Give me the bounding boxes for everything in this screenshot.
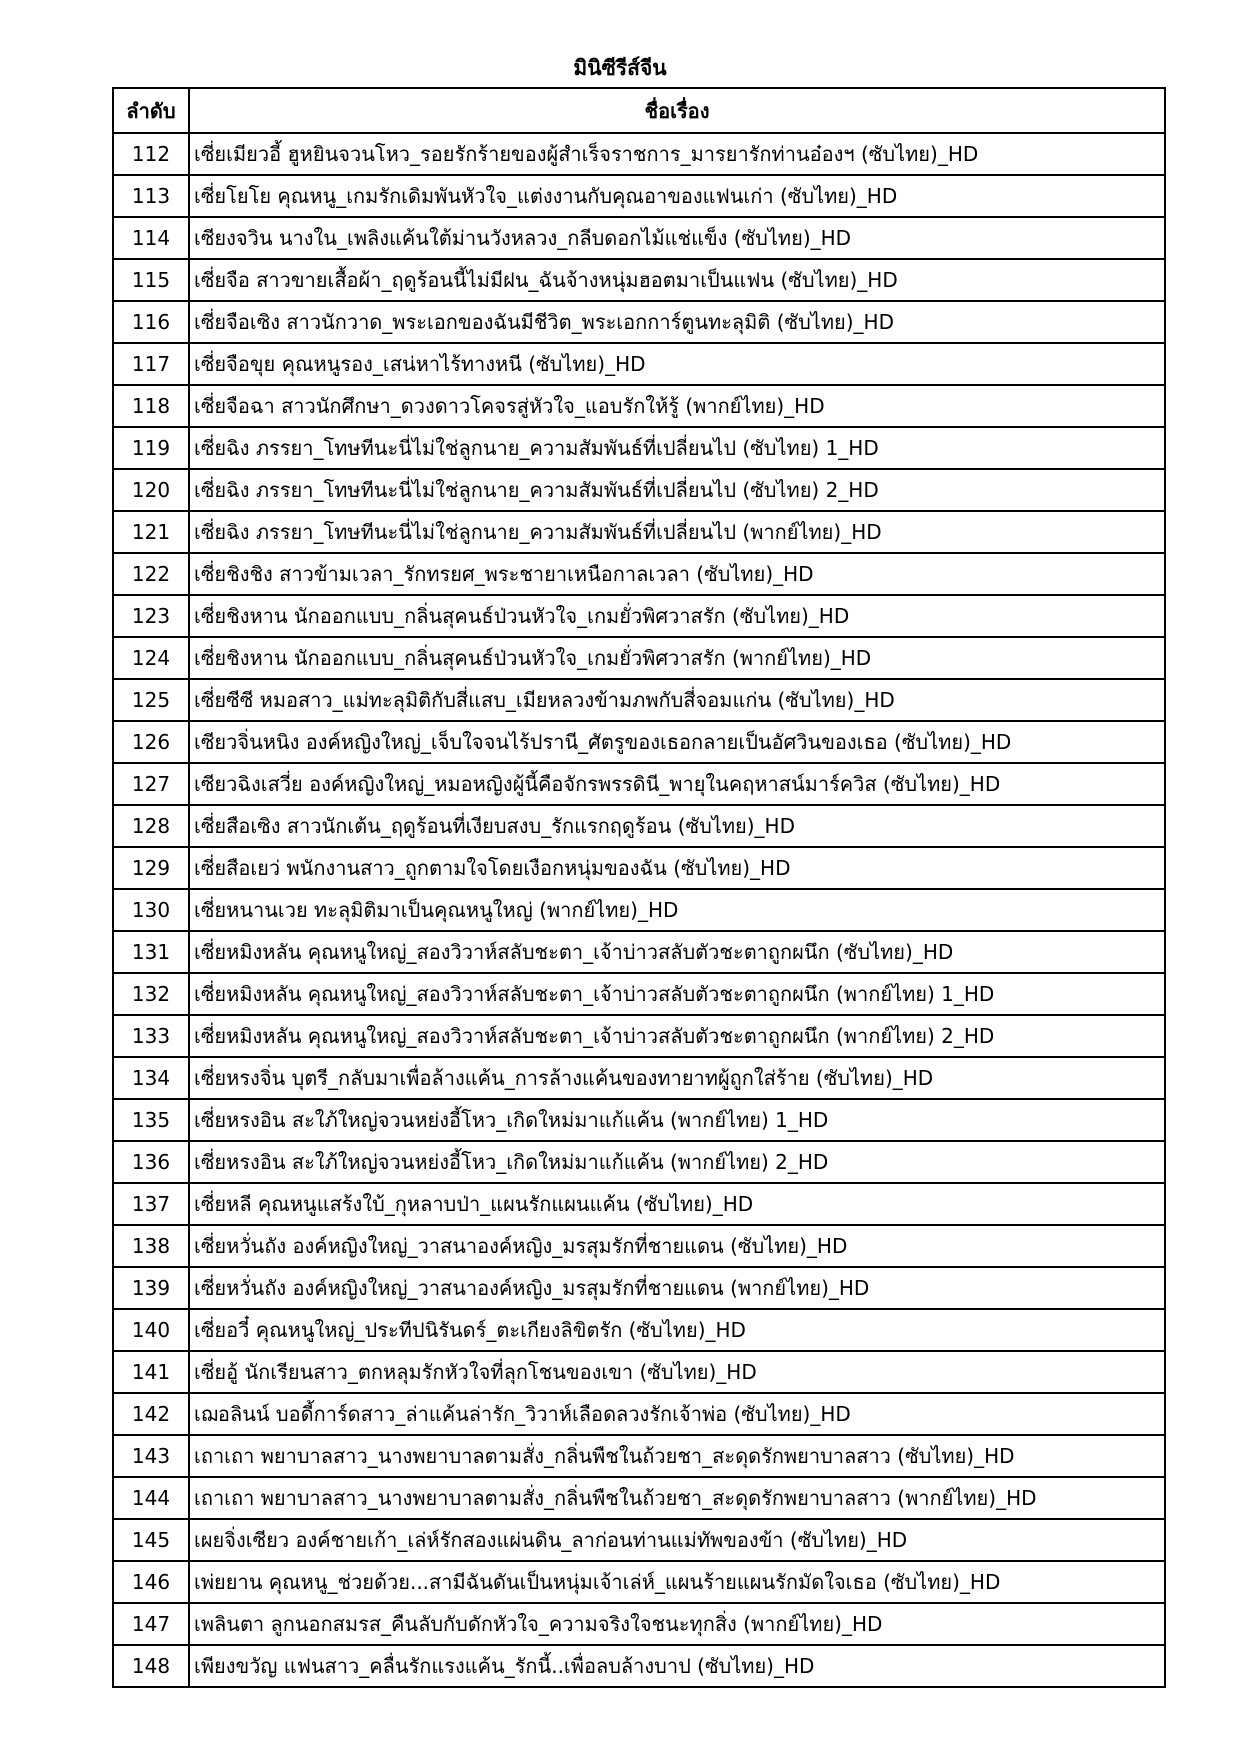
table-row xyxy=(113,1225,1165,1267)
row-number: 113 xyxy=(113,175,189,217)
table-row xyxy=(113,1645,1165,1687)
row-title: เถาเถา พยาบาลสาว_นางพยาบาลตามสั่ง_กลิ่นพืชในถ้วยชา_สะดุดรักพยาบาลสาว (ซับไทย)_HD xyxy=(189,1435,1165,1477)
row-title: เซี่ยจือเซิง สาวนักวาด_พระเอกของฉันมีชีวิต_พระเอกการ์ตูนทะลุมิติ (ซับไทย)_HD xyxy=(189,301,1165,343)
row-title: เซี่ยหรงอิน สะใภ้ใหญ่จวนหย่งอี้โหว_เกิดใหม่มาแก้แค้น (พากย์ไทย) 1_HD xyxy=(189,1099,1165,1141)
row-number: 142 xyxy=(113,1393,189,1435)
row-title: เซี่ยเมียวอี้ ฮูหยินจวนโหว_รอยรักร้ายของผู้สำเร็จราชการ_มารยารักท่านอ๋องฯ (ซับไทย)_HD xyxy=(189,133,1165,175)
table-row xyxy=(113,133,1165,175)
table-row xyxy=(113,931,1165,973)
row-title: เซี่ยจือขุย คุณหนูรอง_เสน่หาไร้ทางหนี (ซับไทย)_HD xyxy=(189,343,1165,385)
row-number: 143 xyxy=(113,1435,189,1477)
row-number: 128 xyxy=(113,805,189,847)
table-row xyxy=(113,1477,1165,1519)
row-title: เซี่ยซีซี หมอสาว_แม่ทะลุมิติกับสี่แสบ_เมียหลวงข้ามภพกับสี่จอมแก่น (ซับไทย)_HD xyxy=(189,679,1165,721)
row-title: เซี่ยชิงหาน นักออกแบบ_กลิ่นสุคนธ์ป่วนหัวใจ_เกมยั่วพิศวาสรัก (พากย์ไทย)_HD xyxy=(189,637,1165,679)
row-title: เซี่ยหวั่นถัง องค์หญิงใหญ่_วาสนาองค์หญิง_มรสุมรักที่ชายแดน (พากย์ไทย)_HD xyxy=(189,1267,1165,1309)
row-title: เซี่ยหมิงหลัน คุณหนูใหญ่_สองวิวาห์สลับชะตา_เจ้าบ่าวสลับตัวชะตาถูกผนึก (พากย์ไทย) 1_HD xyxy=(189,973,1165,1015)
row-number: 147 xyxy=(113,1603,189,1645)
row-title: เซี่ยอู้ นักเรียนสาว_ตกหลุมรักหัวใจที่ลุกโชนของเขา (ซับไทย)_HD xyxy=(189,1351,1165,1393)
row-title: เซี่ยหรงจิ่น บุตรี_กลับมาเพื่อล้างแค้น_การล้างแค้นของทายาทผู้ถูกใส่ร้าย (ซับไทย)_HD xyxy=(189,1057,1165,1099)
row-number: 140 xyxy=(113,1309,189,1351)
table-row xyxy=(113,1309,1165,1351)
row-title: เซียวฉิงเสวี่ย องค์หญิงใหญ่_หมอหญิงผู้นี้คือจักรพรรดินี_พายุในคฤหาสน์มาร์ควิส (ซับไทย)_HD xyxy=(189,763,1165,805)
table-row xyxy=(113,1183,1165,1225)
row-title: เพียงขวัญ แฟนสาว_คลื่นรักแรงแค้น_รักนี้..เพื่อลบล้างบาป (ซับไทย)_HD xyxy=(189,1645,1165,1687)
table-row xyxy=(113,469,1165,511)
row-title: เซี่ยหมิงหลัน คุณหนูใหญ่_สองวิวาห์สลับชะตา_เจ้าบ่าวสลับตัวชะตาถูกผนึก (พากย์ไทย) 2_HD xyxy=(189,1015,1165,1057)
row-title: เซี่ยฉิง ภรรยา_โทษทีนะนี่ไม่ใช่ลูกนาย_ความสัมพันธ์ที่เปลี่ยนไป (พากย์ไทย)_HD xyxy=(189,511,1165,553)
table-row xyxy=(113,889,1165,931)
row-title: เซี่ยฉิง ภรรยา_โทษทีนะนี่ไม่ใช่ลูกนาย_ความสัมพันธ์ที่เปลี่ยนไป (ซับไทย) 1_HD xyxy=(189,427,1165,469)
table-row xyxy=(113,1267,1165,1309)
row-number: 125 xyxy=(113,679,189,721)
row-title: เซี่ยสือเซิง สาวนักเต้น_ฤดูร้อนที่เงียบสงบ_รักแรกฤดูร้อน (ซับไทย)_HD xyxy=(189,805,1165,847)
row-title: เซียงจวิน นางใน_เพลิงแค้นใต้ม่านวังหลวง_กลีบดอกไม้แช่แข็ง (ซับไทย)_HD xyxy=(189,217,1165,259)
row-number: 127 xyxy=(113,763,189,805)
column-header-title: ชื่อเรื่อง xyxy=(189,88,1165,133)
row-title: เซี่ยโยโย คุณหนู_เกมรักเดิมพันหัวใจ_แต่งงานกับคุณอาของแฟนเก่า (ซับไทย)_HD xyxy=(189,175,1165,217)
table-row xyxy=(113,217,1165,259)
row-title: เซี่ยสือเยว่ พนักงานสาว_ถูกตามใจโดยเงือกหนุ่มของฉัน (ซับไทย)_HD xyxy=(189,847,1165,889)
table-row xyxy=(113,511,1165,553)
row-number: 114 xyxy=(113,217,189,259)
row-number: 133 xyxy=(113,1015,189,1057)
table-row xyxy=(113,595,1165,637)
table-row xyxy=(113,1393,1165,1435)
row-number: 112 xyxy=(113,133,189,175)
table-row xyxy=(113,385,1165,427)
table-row xyxy=(113,1519,1165,1561)
table-row xyxy=(113,1141,1165,1183)
table-row xyxy=(113,805,1165,847)
table-row xyxy=(113,1603,1165,1645)
row-number: 131 xyxy=(113,931,189,973)
table-row xyxy=(113,1561,1165,1603)
row-title: เพลินตา ลูกนอกสมรส_คืนลับกับดักหัวใจ_ความจริงใจชนะทุกสิ่ง (พากย์ไทย)_HD xyxy=(189,1603,1165,1645)
table-row xyxy=(113,1435,1165,1477)
row-title: เซี่ยหนานเวย ทะลุมิติมาเป็นคุณหนูใหญ่ (พากย์ไทย)_HD xyxy=(189,889,1165,931)
row-title: เซี่ยจือ สาวขายเสื้อผ้า_ฤดูร้อนนี้ไม่มีฝน_ฉันจ้างหนุ่มฮอตมาเป็นแฟน (ซับไทย)_HD xyxy=(189,259,1165,301)
table-row xyxy=(113,763,1165,805)
table-header-row xyxy=(113,88,1165,133)
row-title: เซี่ยอวี๋ คุณหนูใหญ่_ประทีปนิรันดร์_ตะเกียงลิขิตรัก (ซับไทย)_HD xyxy=(189,1309,1165,1351)
table-row xyxy=(113,259,1165,301)
row-number: 134 xyxy=(113,1057,189,1099)
row-number: 130 xyxy=(113,889,189,931)
row-number: 139 xyxy=(113,1267,189,1309)
row-title: เซี่ยชิงชิง สาวข้ามเวลา_รักทรยศ_พระชายาเหนือกาลเวลา (ซับไทย)_HD xyxy=(189,553,1165,595)
row-number: 124 xyxy=(113,637,189,679)
row-number: 137 xyxy=(113,1183,189,1225)
row-title: เซี่ยฉิง ภรรยา_โทษทีนะนี่ไม่ใช่ลูกนาย_ความสัมพันธ์ที่เปลี่ยนไป (ซับไทย) 2_HD xyxy=(189,469,1165,511)
table-row xyxy=(113,1351,1165,1393)
row-number: 116 xyxy=(113,301,189,343)
row-number: 146 xyxy=(113,1561,189,1603)
row-number: 136 xyxy=(113,1141,189,1183)
table-row xyxy=(113,1057,1165,1099)
row-number: 126 xyxy=(113,721,189,763)
table-row xyxy=(113,301,1165,343)
table-row xyxy=(113,973,1165,1015)
row-title: เซี่ยหมิงหลัน คุณหนูใหญ่_สองวิวาห์สลับชะตา_เจ้าบ่าวสลับตัวชะตาถูกผนึก (ซับไทย)_HD xyxy=(189,931,1165,973)
row-title: เพ่ยยาน คุณหนู_ช่วยด้วย...สามีฉันดันเป็นหนุ่มเจ้าเล่ห์_แผนร้ายแผนรักมัดใจเธอ (ซับไทย)_HD xyxy=(189,1561,1165,1603)
row-number: 120 xyxy=(113,469,189,511)
row-number: 129 xyxy=(113,847,189,889)
column-header-number: ลำดับ xyxy=(113,88,189,133)
table-row xyxy=(113,721,1165,763)
row-title: เซี่ยชิงหาน นักออกแบบ_กลิ่นสุคนธ์ป่วนหัวใจ_เกมยั่วพิศวาสรัก (ซับไทย)_HD xyxy=(189,595,1165,637)
series-table xyxy=(112,87,1166,1688)
row-number: 115 xyxy=(113,259,189,301)
row-number: 121 xyxy=(113,511,189,553)
table-row xyxy=(113,175,1165,217)
row-number: 123 xyxy=(113,595,189,637)
table-row xyxy=(113,343,1165,385)
row-title: เผยจิ่งเซียว องค์ชายเก้า_เล่ห์รักสองแผ่นดิน_ลาก่อนท่านแม่ทัพของข้า (ซับไทย)_HD xyxy=(189,1519,1165,1561)
table-row xyxy=(113,427,1165,469)
page-title: มินิซีรีส์จีน xyxy=(573,56,667,80)
row-number: 117 xyxy=(113,343,189,385)
row-number: 148 xyxy=(113,1645,189,1687)
table-row xyxy=(113,637,1165,679)
table-row xyxy=(113,679,1165,721)
table-row xyxy=(113,847,1165,889)
row-title: เซียวจิ่นหนิง องค์หญิงใหญ่_เจ็บใจจนไร้ปรานี_ศัตรูของเธอกลายเป็นอัศวินของเธอ (ซับไทย)_HD xyxy=(189,721,1165,763)
row-number: 135 xyxy=(113,1099,189,1141)
row-number: 118 xyxy=(113,385,189,427)
row-number: 138 xyxy=(113,1225,189,1267)
table-row xyxy=(113,553,1165,595)
table-row xyxy=(113,1099,1165,1141)
row-number: 141 xyxy=(113,1351,189,1393)
row-number: 144 xyxy=(113,1477,189,1519)
row-number: 119 xyxy=(113,427,189,469)
row-number: 145 xyxy=(113,1519,189,1561)
row-title: เฌอลินน์ บอดี้การ์ดสาว_ล่าแค้นล่ารัก_วิวาห์เลือดลวงรักเจ้าพ่อ (ซับไทย)_HD xyxy=(189,1393,1165,1435)
row-title: เซี่ยหลี คุณหนูแสร้งใบ้_กุหลาบป่า_แผนรักแผนแค้น (ซับไทย)_HD xyxy=(189,1183,1165,1225)
row-title: เถาเถา พยาบาลสาว_นางพยาบาลตามสั่ง_กลิ่นพืชในถ้วยชา_สะดุดรักพยาบาลสาว (พากย์ไทย)_HD xyxy=(189,1477,1165,1519)
row-title: เซี่ยหรงอิน สะใภ้ใหญ่จวนหย่งอี้โหว_เกิดใหม่มาแก้แค้น (พากย์ไทย) 2_HD xyxy=(189,1141,1165,1183)
row-number: 122 xyxy=(113,553,189,595)
row-number: 132 xyxy=(113,973,189,1015)
table-row xyxy=(113,1015,1165,1057)
row-title: เซี่ยจือฉา สาวนักศึกษา_ดวงดาวโคจรสู่หัวใจ_แอบรักให้รู้ (พากย์ไทย)_HD xyxy=(189,385,1165,427)
row-title: เซี่ยหวั่นถัง องค์หญิงใหญ่_วาสนาองค์หญิง_มรสุมรักที่ชายแดน (ซับไทย)_HD xyxy=(189,1225,1165,1267)
